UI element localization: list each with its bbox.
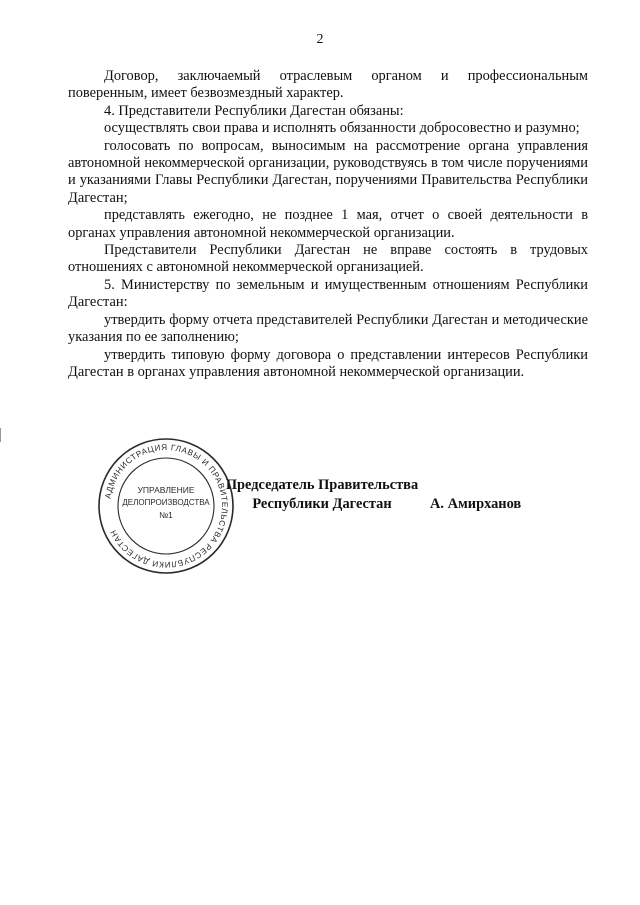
stamp-line-3: №1 bbox=[159, 510, 173, 520]
stamp-ring-text: АДМИНИСТРАЦИЯ ГЛАВЫ И ПРАВИТЕЛЬСТВА РЕСПУБЛИКИ ДАГЕСТАН bbox=[103, 442, 230, 570]
paragraph: голосовать по вопросам, выносимым на рассмотрение органа управления автономной некоммерческой организации, руководствуясь в том числе поручениями и указаниями Главы Республики Дагестан, поручениями Правительства Республики Дагестан; bbox=[68, 137, 588, 206]
paragraph: Договор, заключаемый отраслевым органом и профессиональным поверенным, имеет безвозмездный характер. bbox=[68, 68, 588, 102]
paragraph: утвердить типовую форму договора о представлении интересов Республики Дагестан в органах управления автономной некоммерческой организации. bbox=[68, 346, 588, 380]
paragraph: представлять ежегодно, не позднее 1 мая, отчет о своей деятельности в органах управления автономной некоммерческой организации. bbox=[68, 207, 588, 241]
paragraph: утвердить форму отчета представителей Республики Дагестан и методические указания по ее заполнению; bbox=[68, 311, 588, 346]
stamp-line-1: УПРАВЛЕНИЕ bbox=[137, 485, 195, 495]
stamp-line-2: ДЕЛОПРОИЗВОДСТВА bbox=[122, 498, 210, 507]
paragraph: 4. Представители Республики Дагестан обязаны: bbox=[104, 102, 404, 119]
signature-block bbox=[68, 476, 588, 576]
paragraph: Представители Республики Дагестан не вправе состоять в трудовых отношениях с автономной некоммерческой организацией. bbox=[68, 242, 588, 276]
margin-mark bbox=[0, 428, 4, 442]
signatory-title bbox=[192, 476, 452, 514]
page-number: 2 bbox=[316, 32, 324, 47]
document-body bbox=[68, 68, 588, 381]
signatory-title-line: Председатель Правительства bbox=[225, 477, 419, 493]
paragraph: осуществлять свои права и исполнять обязанности добросовестно и разумно; bbox=[104, 120, 580, 137]
signatory-name: А. Амирханов bbox=[430, 496, 522, 512]
signatory-title-line: Республики Дагестан bbox=[252, 496, 392, 512]
paragraph: 5. Министерству по земельным и имущественным отношениям Республики Дагестан: bbox=[68, 276, 588, 311]
